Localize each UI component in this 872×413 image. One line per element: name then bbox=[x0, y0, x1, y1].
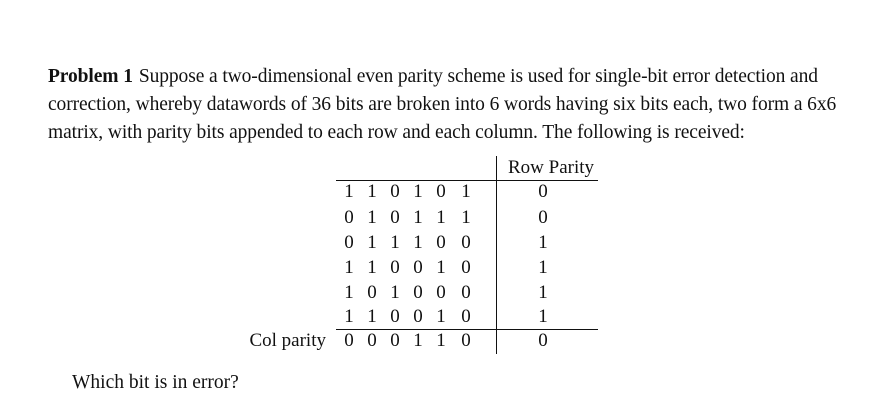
question-text: Which bit is in error? bbox=[72, 372, 239, 393]
matrix-bit: 1 bbox=[344, 282, 354, 303]
row-parity-bit: 1 bbox=[538, 232, 548, 253]
matrix-bit: 0 bbox=[413, 306, 423, 327]
matrix-bit: 0 bbox=[436, 232, 446, 253]
col-parity-label: Col parity bbox=[249, 330, 326, 351]
corner-parity-bit: 0 bbox=[538, 330, 548, 351]
col-parity-bit: 1 bbox=[413, 330, 423, 351]
matrix-bit: 1 bbox=[436, 306, 446, 327]
col-parity-bit: 0 bbox=[390, 330, 400, 351]
matrix-bit: 0 bbox=[344, 232, 354, 253]
row-parity-bit: 1 bbox=[538, 282, 548, 303]
col-parity-bit: 0 bbox=[344, 330, 354, 351]
matrix-bit: 0 bbox=[390, 257, 400, 278]
table-divider-horizontal bbox=[336, 329, 598, 330]
matrix-bit: 0 bbox=[436, 181, 446, 202]
problem-label: Problem 1 bbox=[48, 66, 133, 87]
matrix-bit: 0 bbox=[461, 306, 471, 327]
matrix-bit: 1 bbox=[367, 306, 377, 327]
matrix-bit: 1 bbox=[461, 207, 471, 228]
table-divider-horizontal bbox=[336, 180, 598, 181]
problem-paragraph bbox=[48, 63, 838, 147]
matrix-bit: 1 bbox=[461, 181, 471, 202]
col-parity-bit: 0 bbox=[461, 330, 471, 351]
problem-statement bbox=[48, 63, 838, 147]
matrix-bit: 0 bbox=[390, 306, 400, 327]
matrix-bit: 1 bbox=[367, 232, 377, 253]
matrix-bit: 1 bbox=[344, 306, 354, 327]
matrix-bit: 0 bbox=[390, 181, 400, 202]
matrix-bit: 0 bbox=[344, 207, 354, 228]
matrix-bit: 1 bbox=[413, 181, 423, 202]
row-parity-bit: 1 bbox=[538, 257, 548, 278]
matrix-bit: 0 bbox=[390, 207, 400, 228]
matrix-bit: 1 bbox=[413, 207, 423, 228]
row-parity-bit: 0 bbox=[538, 207, 548, 228]
matrix-bit: 1 bbox=[367, 181, 377, 202]
col-parity-bit: 0 bbox=[367, 330, 377, 351]
matrix-bit: 0 bbox=[461, 282, 471, 303]
matrix-bit: 0 bbox=[436, 282, 446, 303]
matrix-bit: 1 bbox=[390, 232, 400, 253]
matrix-bit: 1 bbox=[367, 207, 377, 228]
matrix-bit: 1 bbox=[367, 257, 377, 278]
matrix-bit: 1 bbox=[436, 257, 446, 278]
matrix-bit: 0 bbox=[461, 232, 471, 253]
matrix-bit: 0 bbox=[367, 282, 377, 303]
matrix-bit: 1 bbox=[436, 207, 446, 228]
matrix-bit: 1 bbox=[390, 282, 400, 303]
matrix-bit: 0 bbox=[461, 257, 471, 278]
matrix-bit: 1 bbox=[413, 232, 423, 253]
row-parity-bit: 0 bbox=[538, 181, 548, 202]
matrix-bit: 0 bbox=[413, 257, 423, 278]
col-parity-bit: 1 bbox=[436, 330, 446, 351]
row-parity-header: Row Parity bbox=[508, 157, 595, 178]
table-divider-vertical bbox=[496, 156, 497, 354]
matrix-bit: 1 bbox=[344, 257, 354, 278]
problem-text: Suppose a two-dimensional even parity scheme is used for single-bit error detection and correction, whereby datawords of 36 bits are broken into 6 words having six bits each, two form a 6x6 matrix, with parity bits appended to each row and each column. The following is received: bbox=[48, 66, 837, 143]
matrix-bit: 0 bbox=[413, 282, 423, 303]
matrix-bit: 1 bbox=[344, 181, 354, 202]
row-parity-bit: 1 bbox=[538, 306, 548, 327]
